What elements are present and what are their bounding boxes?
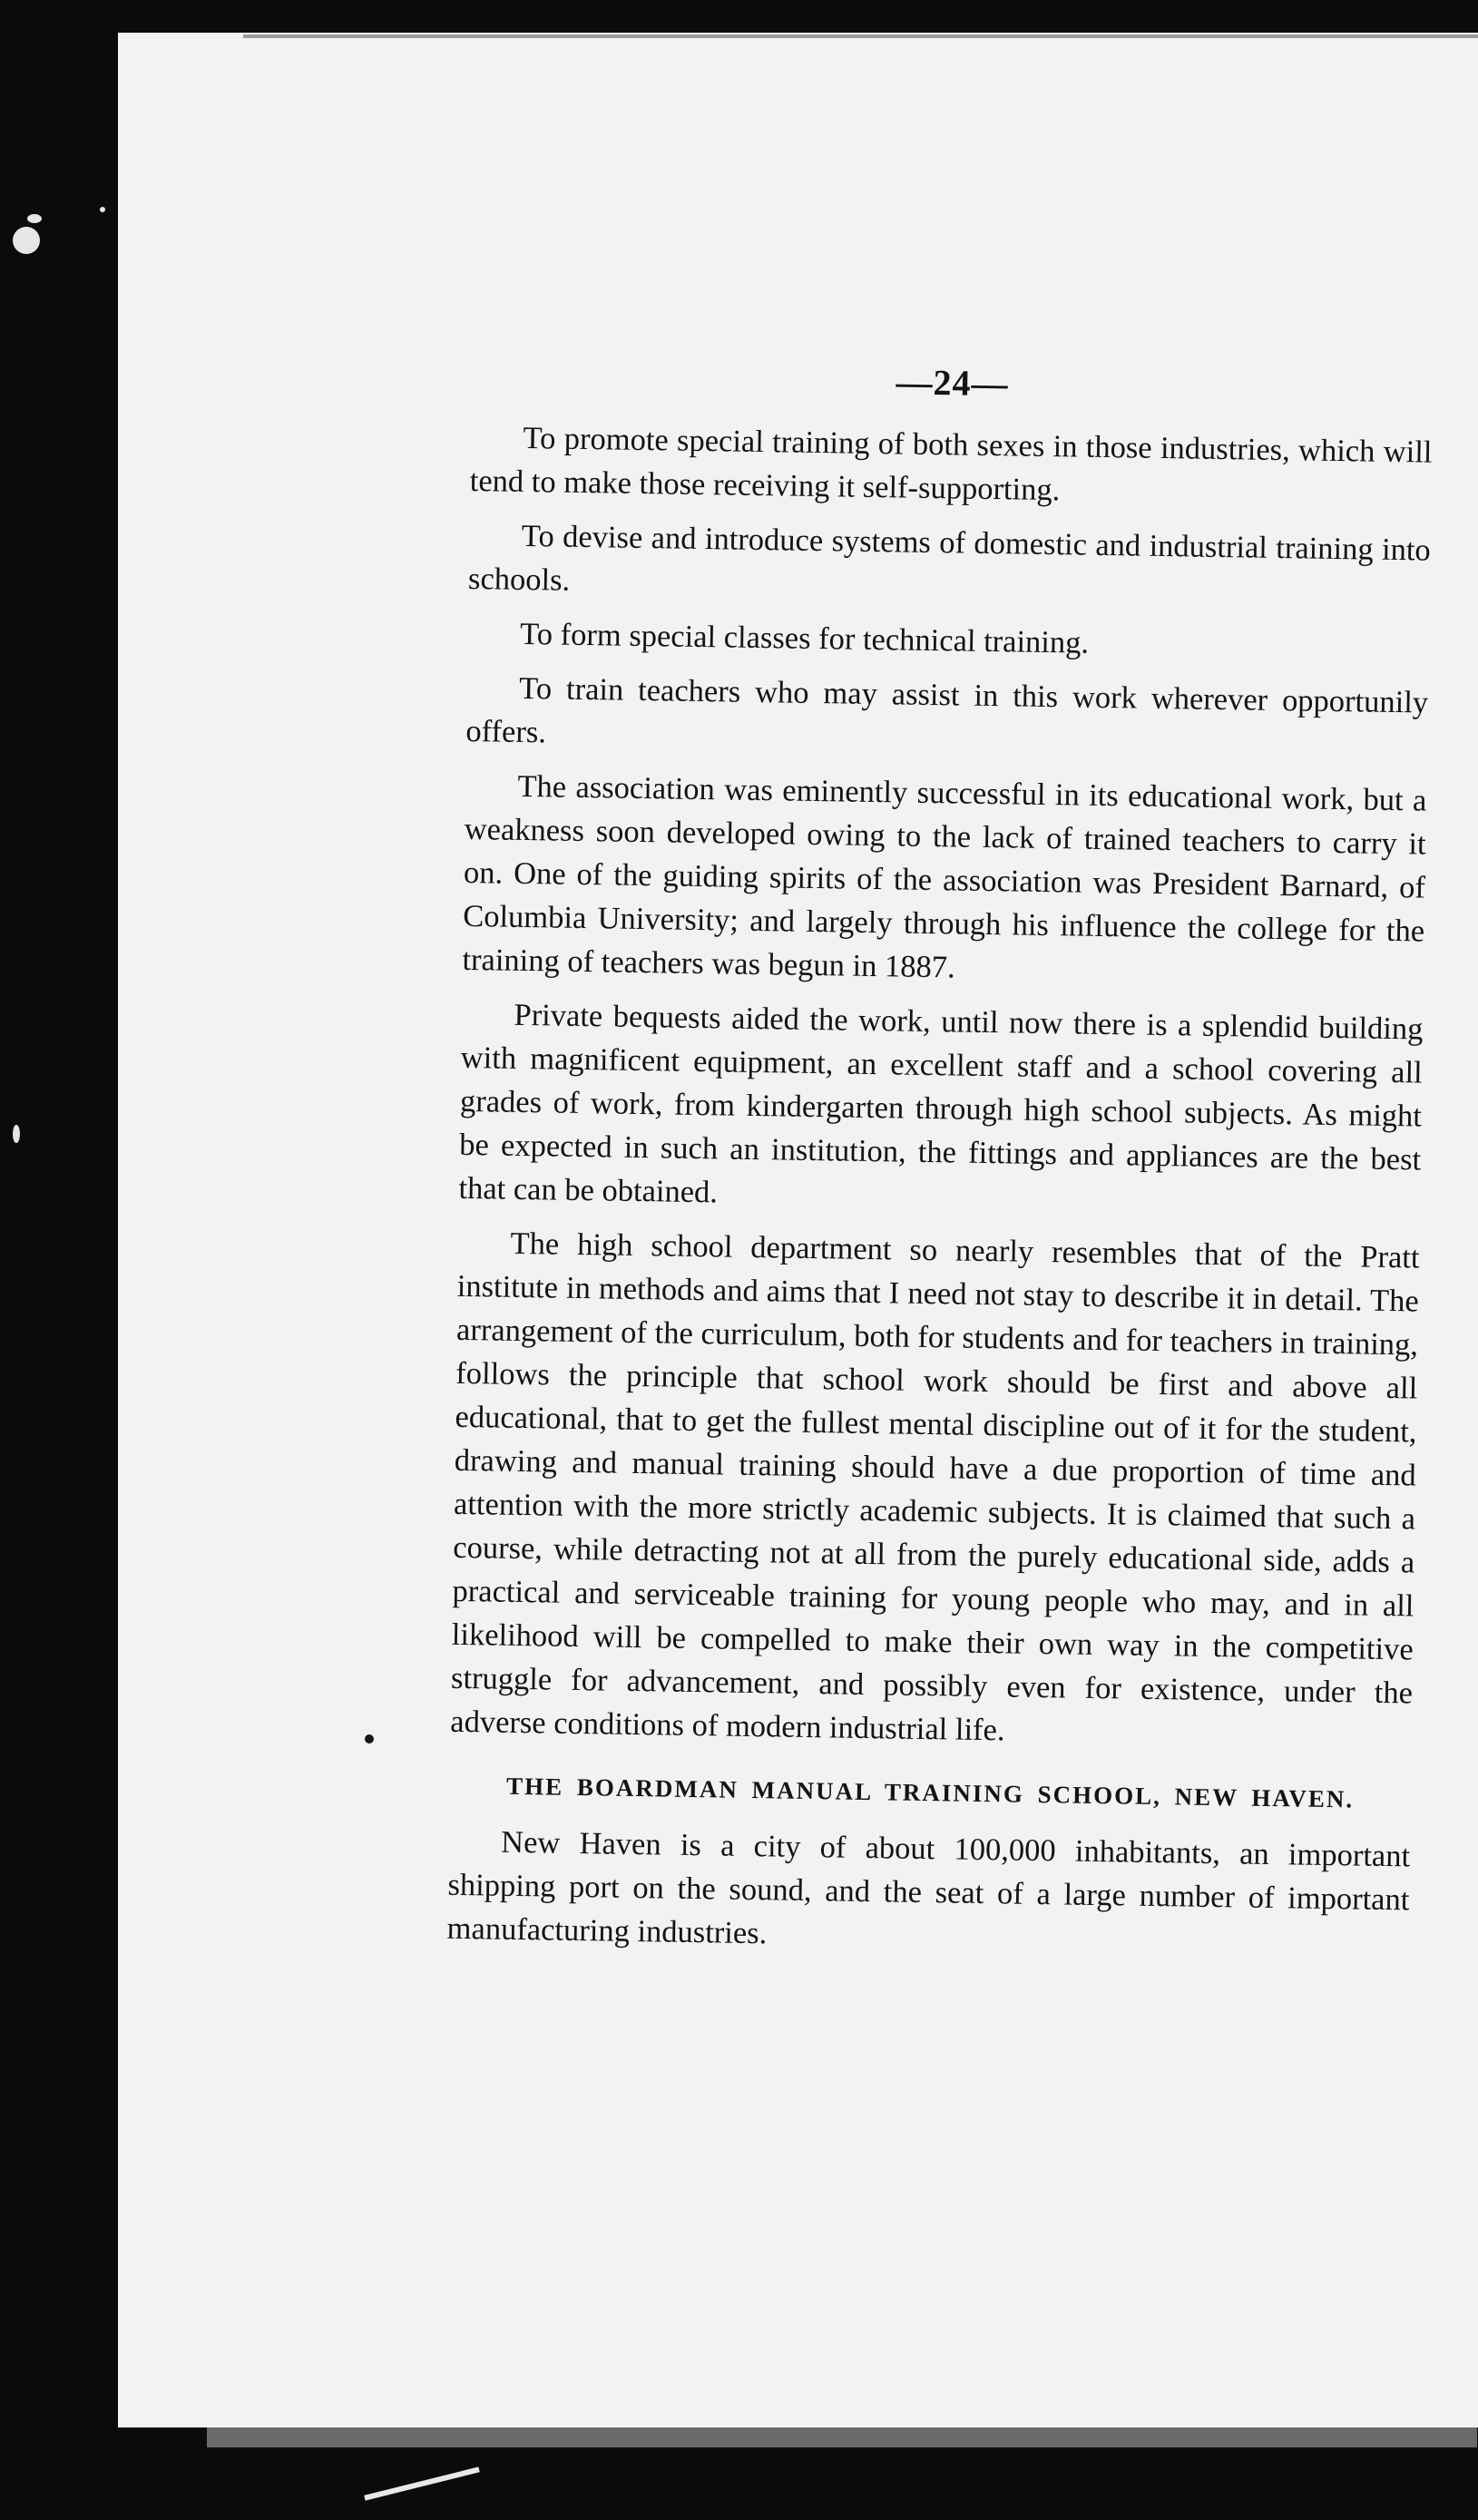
paragraph: The high school department so nearly resembles that of the Pratt institute in methods and aims that I need not stay to describe it in detail. The arrangement of the curriculum, both for students and for teachers in training, follows the principle that school work should be first and above all educational, that to get the fullest mental discipline out of it for the student, drawing and manual training should have a due proportion of time and attention with the more strictly academic subjects. It is claimed that such a course, while detracting not at all from the purely educational side, adds a practical and serviceable training for young people who may, and in all likelihood will be compelled to make their own way in the competitive struggle for advancement, and possibly even for existence, under the adverse conditions of modern industrial life. <box>450 1226 1420 1748</box>
paragraph: To promote special training of both sexes in those industries, which will tend to make those receiving it self-supporting. <box>469 420 1433 508</box>
scan-artifact <box>364 2466 480 2500</box>
dust-mark <box>100 207 105 212</box>
paragraph: To form special classes for technical training. <box>519 616 1090 660</box>
dust-mark <box>27 214 42 223</box>
page-edge <box>243 34 1478 38</box>
ink-speck <box>365 1734 374 1743</box>
dust-mark <box>13 227 40 254</box>
page-text <box>446 354 1434 1976</box>
paragraph: New Haven is a city of about 100,000 inhabitants, an important shipping port on the sound, and the seat of a large number of important manufacturing industries. <box>446 1824 1411 1951</box>
paragraph: Private bequests aided the work, until now there is a splendid building with magnificent equipment, an excellent staff and a school covering all grades of work, from kindergarten through high school subjects. As might be expected in such an institution, the fittings and appliances are the best that can be obtained. <box>458 997 1424 1210</box>
paragraph: To train teachers who may assist in this work wherever opportunily offers. <box>465 670 1429 750</box>
dust-mark <box>13 1125 20 1143</box>
paragraph: To devise and introduce systems of domestic and industrial training into schools. <box>467 518 1432 598</box>
page-number: —24— <box>896 361 1009 405</box>
paragraph: The association was eminently successful in its educational work, but a weakness soon developed owing to the lack of trained teachers to carry it on. One of the guiding spirits of the association was President Barnard, of Columbia University; and largely through his influence the college for the training of teachers was begun in 1887. <box>462 768 1427 985</box>
section-heading: THE BOARDMAN MANUAL TRAINING SCHOOL, NEW HAVEN. <box>505 1772 1355 1813</box>
